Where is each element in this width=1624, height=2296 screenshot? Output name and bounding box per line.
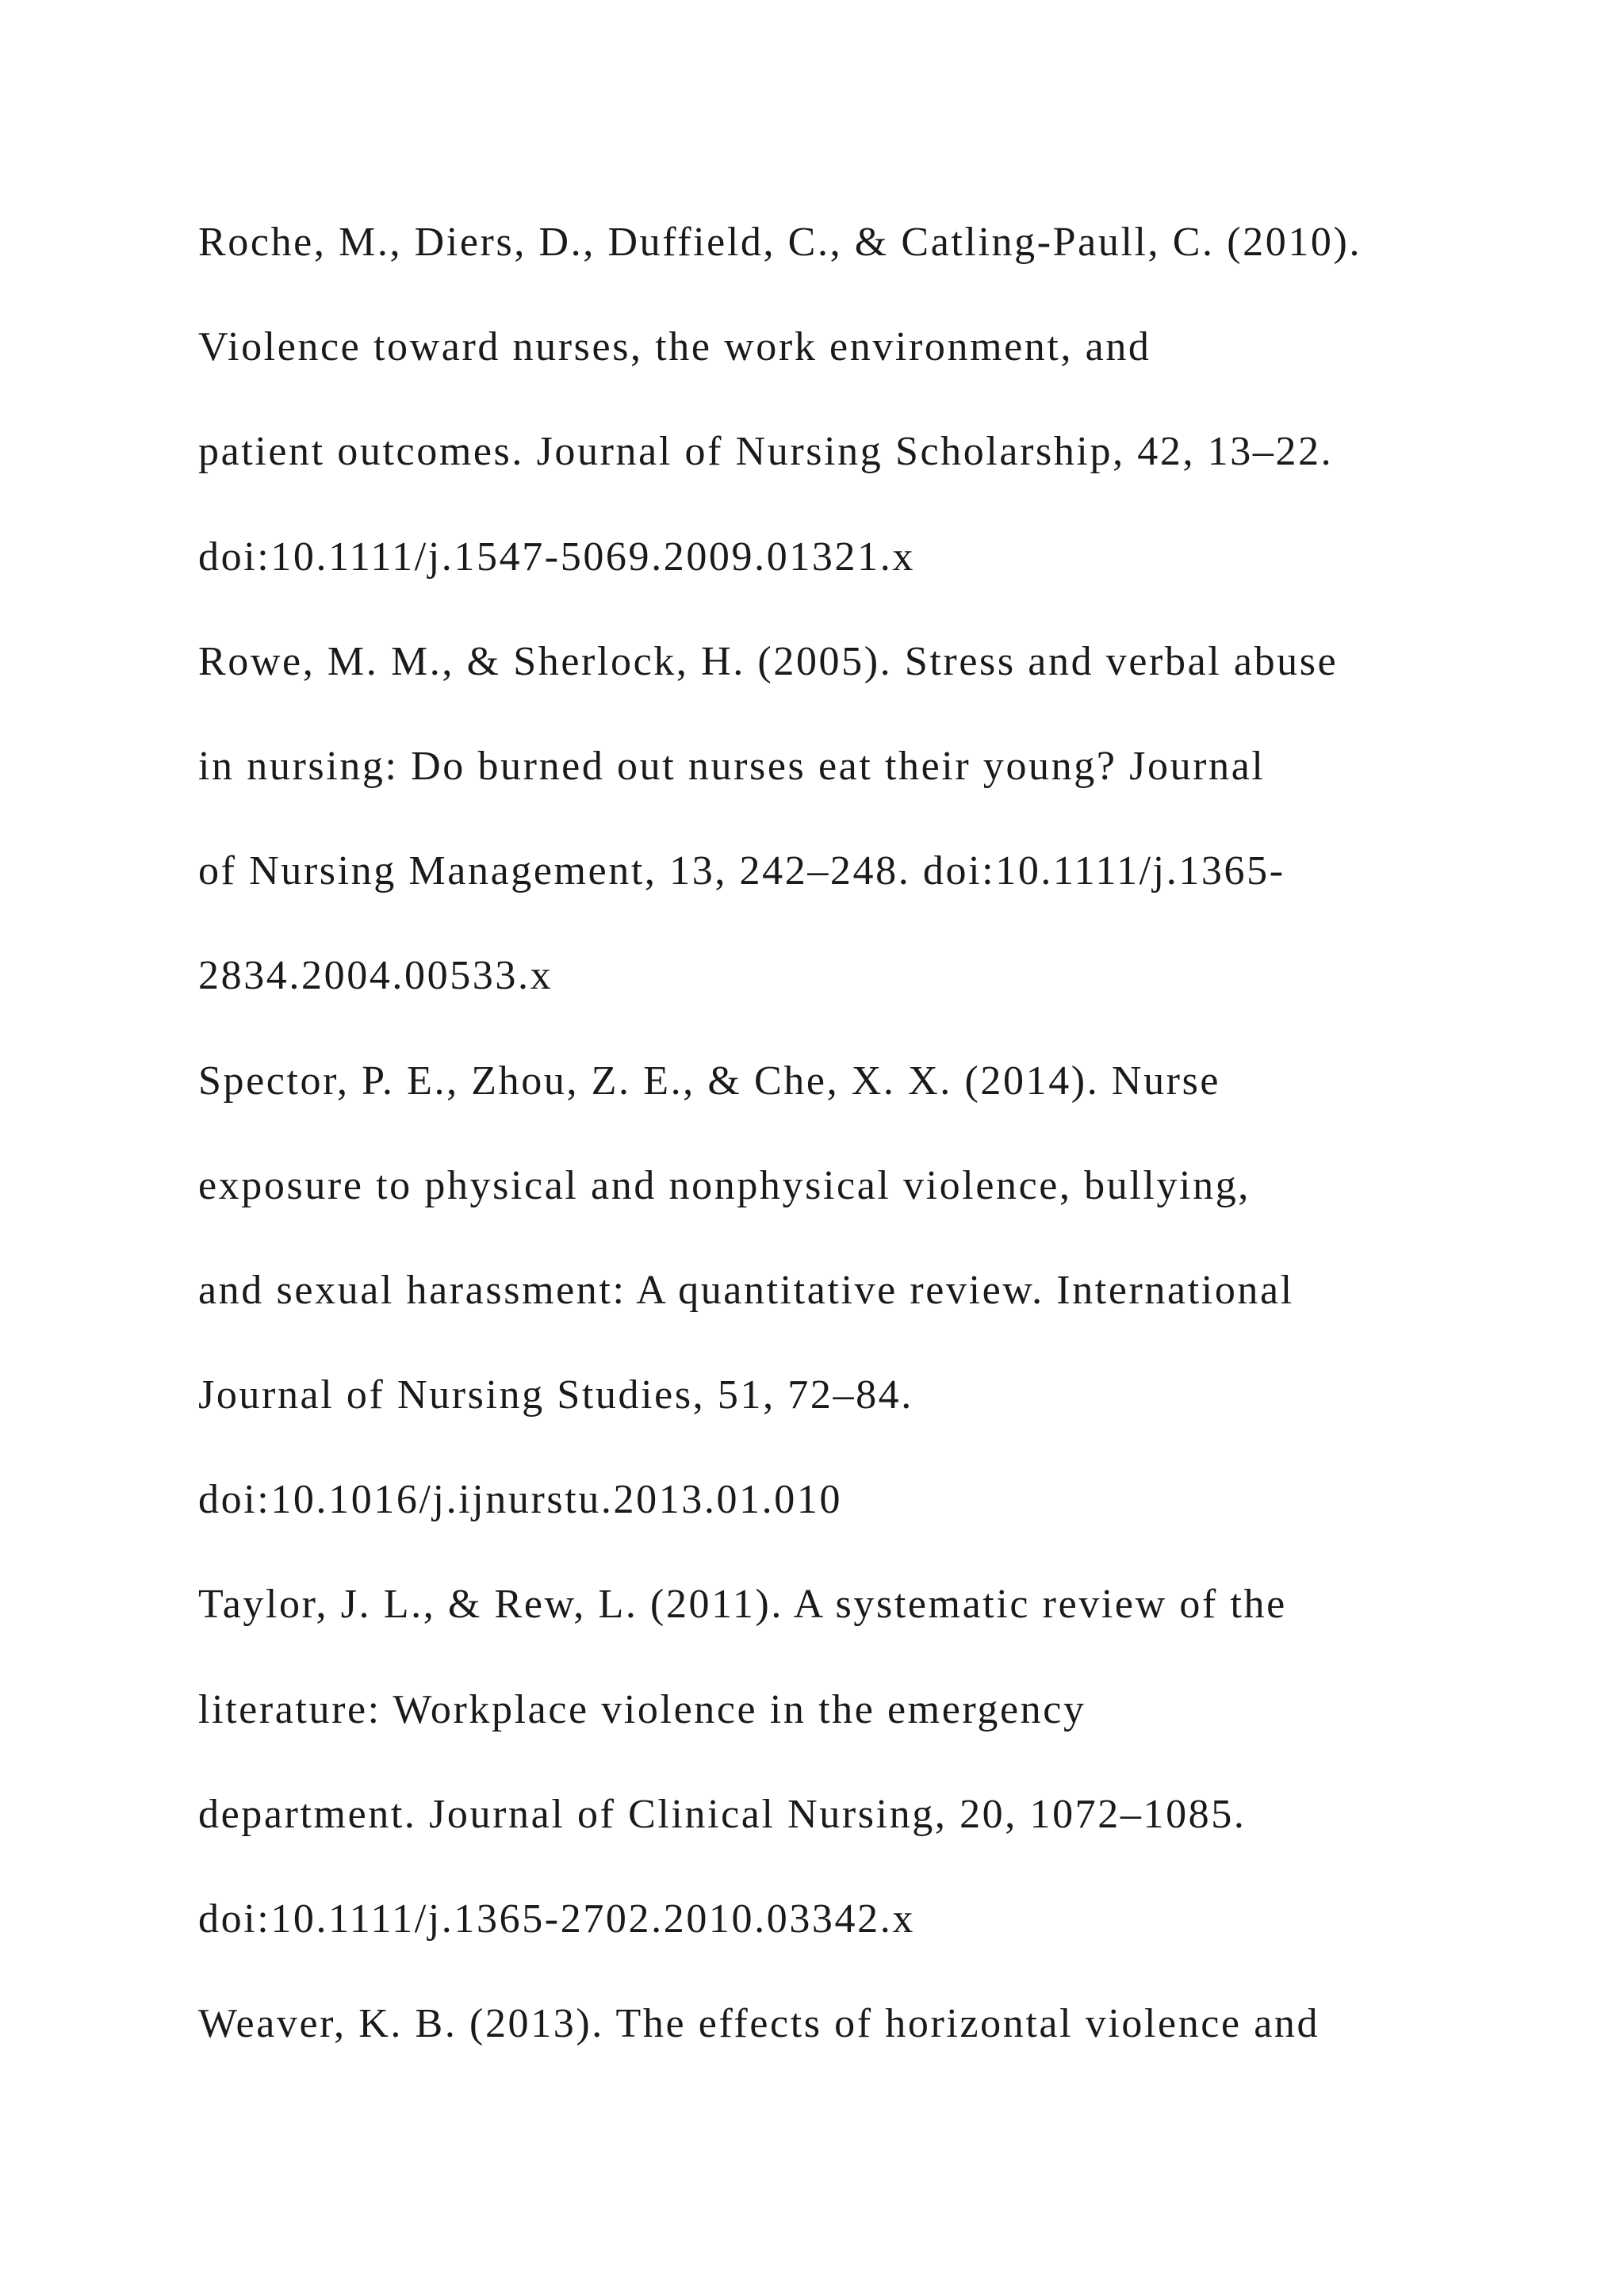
reference-line: department. Journal of Clinical Nursing, 20, 1072–1085. [198, 1791, 1247, 1837]
reference-line: Violence toward nurses, the work environment, and [198, 324, 1151, 370]
reference-line: Rowe, M. M., & Sherlock, H. (2005). Stress and verbal abuse [198, 638, 1339, 684]
reference-line: of Nursing Management, 13, 242–248. doi:10.1111/j.1365- [198, 848, 1285, 894]
reference-line: and sexual harassment: A quantitative review. International [198, 1267, 1294, 1313]
reference-line: 2834.2004.00533.x [198, 953, 553, 999]
reference-line: Spector, P. E., Zhou, Z. E., & Che, X. X. (2014). Nurse [198, 1058, 1221, 1104]
reference-line: Journal of Nursing Studies, 51, 72–84. [198, 1372, 914, 1418]
reference-line: Taylor, J. L., & Rew, L. (2011). A systematic review of the [198, 1582, 1287, 1628]
reference-line: doi:10.1111/j.1365-2702.2010.03342.x [198, 1896, 915, 1942]
reference-line: in nursing: Do burned out nurses eat their young? Journal [198, 743, 1266, 789]
reference-list [198, 190, 1594, 2076]
reference-line: Weaver, K. B. (2013). The effects of horizontal violence and [198, 2001, 1320, 2047]
reference-line: exposure to physical and nonphysical violence, bullying, [198, 1162, 1251, 1208]
reference-line: Roche, M., Diers, D., Duffield, C., & Catling-Paull, C. (2010). [198, 220, 1362, 265]
reference-line: doi:10.1111/j.1547-5069.2009.01321.x [198, 534, 915, 580]
reference-line: doi:10.1016/j.ijnurstu.2013.01.010 [198, 1477, 843, 1523]
reference-line: patient outcomes. Journal of Nursing Scholarship, 42, 13–22. [198, 429, 1334, 475]
reference-line: literature: Workplace violence in the emergency [198, 1686, 1086, 1732]
